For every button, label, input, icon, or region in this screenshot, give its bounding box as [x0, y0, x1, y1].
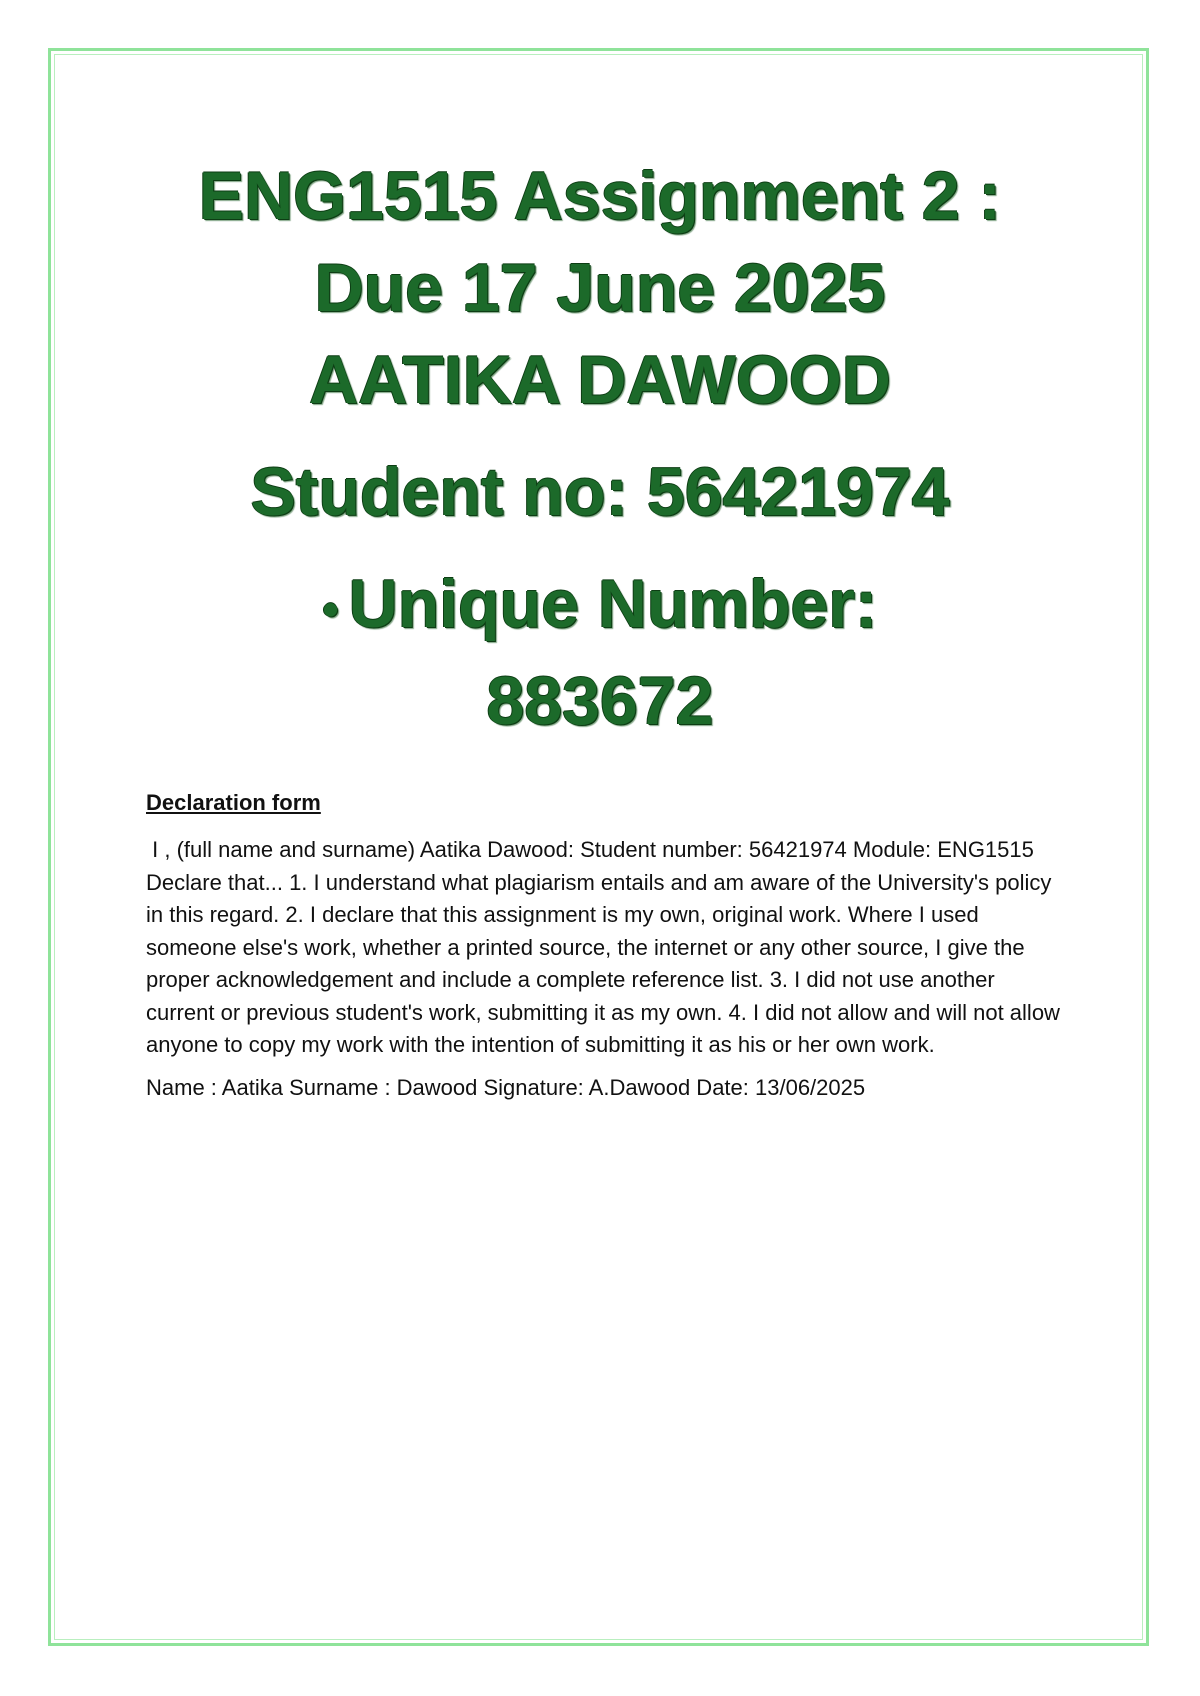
- unique-number-value: 883672: [486, 663, 714, 740]
- title-assignment: ENG1515 Assignment 2 :: [198, 158, 1002, 234]
- declaration-body: I , (full name and surname) Aatika Dawood: Student number: 56421974 Module: ENG1515 Declare that... 1. I understand what plagiarism entails and am aware of the University's policy in this regard. 2. I declare that this assignment is my own, original work. Where I used someone else's work, whether a printed source, the internet or any other source, I give the proper acknowledgement and include a complete reference list. 3. I did not use another current or previous student's work, submitting it as my own. 4. I did not allow and will not allow anyone to copy my work with the intention of submitting it as his or her own work.: [146, 837, 1067, 1057]
- bullet-icon: •: [322, 583, 339, 636]
- declaration-signature-line: Name : Aatika Surname : Dawood Signature: A.Dawood Date: 13/06/2025: [146, 1074, 866, 1100]
- declaration-heading: Declaration form: [146, 790, 321, 815]
- title-due-date: Due 17 June 2025: [314, 250, 886, 326]
- title-student-name: AATIKA DAWOOD: [309, 342, 891, 418]
- declaration-section: [146, 790, 1066, 1104]
- cover-title: [60, 150, 1140, 747]
- title-unique-number: [60, 558, 1140, 655]
- unique-number-label: Unique Number:: [348, 566, 878, 642]
- title-student-number: Student no: 56421974: [250, 454, 950, 530]
